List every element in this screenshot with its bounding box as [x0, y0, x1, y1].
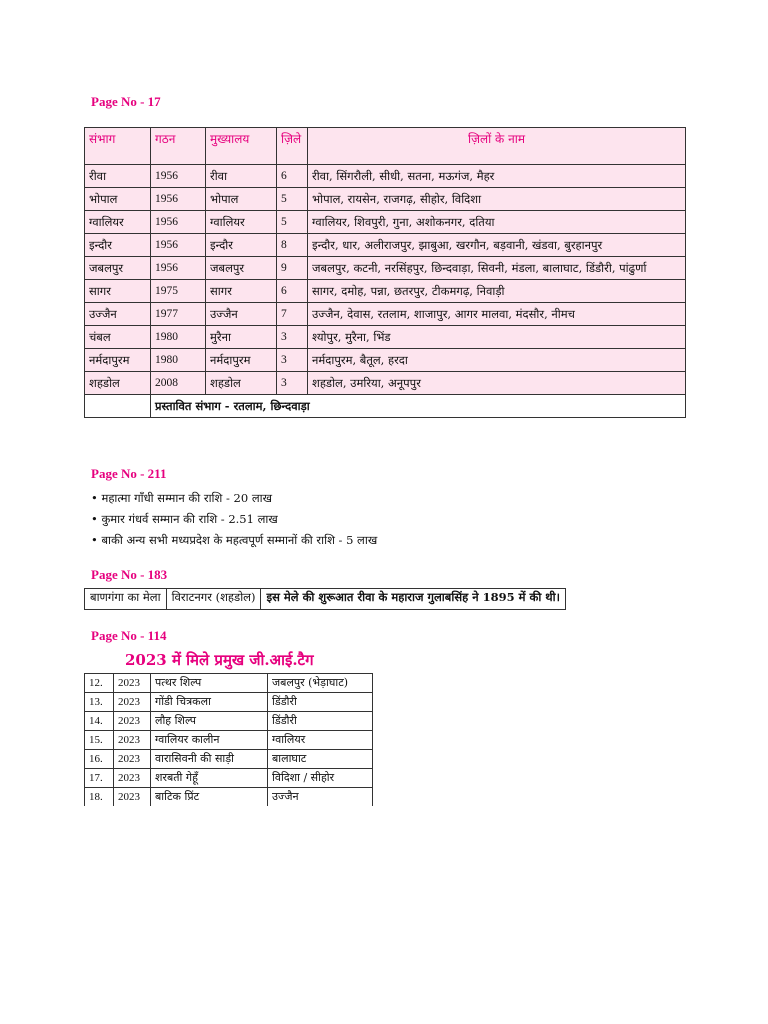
- division-name: उज्जैन: [85, 303, 151, 326]
- year: 2023: [114, 769, 151, 788]
- formation-year: 1977: [151, 303, 206, 326]
- division-name: ग्वालियर: [85, 211, 151, 234]
- district-count: 7: [277, 303, 308, 326]
- gi-place: ग्वालियर: [268, 731, 373, 750]
- district-count: 3: [277, 349, 308, 372]
- gi-place: उज्जैन: [268, 788, 373, 807]
- empty-cell: [85, 395, 151, 418]
- bullet-item: • महात्मा गाँधी सम्मान की राशि - 20 लाख: [91, 491, 273, 505]
- table-row: [85, 165, 686, 188]
- table-header-row: [85, 128, 686, 165]
- formation-year: 1980: [151, 326, 206, 349]
- table-row: [85, 280, 686, 303]
- district-names: शहडोल, उमरिया, अनूपपुर: [308, 372, 686, 395]
- district-count: 3: [277, 372, 308, 395]
- district-count: 9: [277, 257, 308, 280]
- formation-year: 2008: [151, 372, 206, 395]
- gi-item: गोंडी चित्रकला: [151, 693, 268, 712]
- page-label-17: Page No - 17: [91, 94, 161, 109]
- district-names: सागर, दमोह, पन्ना, छतरपुर, टीकमगढ़, निवाड़ी: [308, 280, 686, 303]
- page-label-183: Page No - 183: [91, 567, 168, 582]
- table-row: [85, 372, 686, 395]
- serial-number: 14.: [85, 712, 114, 731]
- table-row: [85, 750, 373, 769]
- serial-number: 13.: [85, 693, 114, 712]
- headquarters: ग्वालियर: [206, 211, 277, 234]
- district-count: 6: [277, 280, 308, 303]
- year: 2023: [114, 693, 151, 712]
- headquarters: जबलपुर: [206, 257, 277, 280]
- fair-table: [84, 588, 566, 610]
- district-names: जबलपुर, कटनी, नरसिंहपुर, छिन्दवाड़ा, सिवनी, मंडला, बालाघाट, डिंडौरी, पांढुर्णा: [308, 257, 686, 280]
- district-names: इन्दौर, धार, अलीराजपुर, झाबुआ, खरगौन, बड़वानी, खंडवा, बुरहानपुर: [308, 234, 686, 257]
- award-bullet-list: [91, 488, 377, 551]
- fair-place: विराटनगर (शहडोल): [166, 589, 261, 610]
- bullet-item: • बाकी अन्य सभी मध्यप्रदेश के महत्वपूर्ण सम्मानों की राशि - 5 लाख: [91, 533, 378, 547]
- year: 2023: [114, 731, 151, 750]
- gi-place: विदिशा / सीहोर: [268, 769, 373, 788]
- header-district-count: ज़िले: [277, 128, 308, 165]
- district-count: 8: [277, 234, 308, 257]
- formation-year: 1975: [151, 280, 206, 303]
- district-names: रीवा, सिंगरौली, सीधी, सतना, मऊगंज, मैहर: [308, 165, 686, 188]
- header-headquarters: मुख्यालय: [206, 128, 277, 165]
- district-names: उज्जैन, देवास, रतलाम, शाजापुर, आगर मालवा, मंदसौर, नीमच: [308, 303, 686, 326]
- district-names: भोपाल, रायसेन, राजगढ़, सीहोर, विदिशा: [308, 188, 686, 211]
- table-row: [85, 349, 686, 372]
- headquarters: भोपाल: [206, 188, 277, 211]
- division-name: रीवा: [85, 165, 151, 188]
- table-row: [85, 674, 373, 693]
- page-label-114: Page No - 114: [91, 628, 167, 643]
- table-row: [85, 326, 686, 349]
- formation-year: 1956: [151, 165, 206, 188]
- table-row: [85, 395, 686, 418]
- headquarters: इन्दौर: [206, 234, 277, 257]
- serial-number: 16.: [85, 750, 114, 769]
- proposed-divisions: प्रस्तावित संभाग - रतलाम, छिन्दवाड़ा: [151, 395, 686, 418]
- year: 2023: [114, 674, 151, 693]
- formation-year: 1956: [151, 257, 206, 280]
- table-row: [85, 693, 373, 712]
- gi-item: वारासिवनी की साड़ी: [151, 750, 268, 769]
- year: 2023: [114, 788, 151, 807]
- district-count: 6: [277, 165, 308, 188]
- header-formation: गठन: [151, 128, 206, 165]
- district-count: 5: [277, 188, 308, 211]
- headquarters: नर्मदापुरम: [206, 349, 277, 372]
- division-name: नर्मदापुरम: [85, 349, 151, 372]
- table-row: [85, 712, 373, 731]
- formation-year: 1956: [151, 211, 206, 234]
- district-names: श्योपुर, मुरैना, भिंड: [308, 326, 686, 349]
- serial-number: 17.: [85, 769, 114, 788]
- table-row: [85, 234, 686, 257]
- table-row: [85, 188, 686, 211]
- district-count: 3: [277, 326, 308, 349]
- division-name: शहडोल: [85, 372, 151, 395]
- district-count: 5: [277, 211, 308, 234]
- division-name: चंबल: [85, 326, 151, 349]
- district-names: नर्मदापुरम, बैतूल, हरदा: [308, 349, 686, 372]
- gi-place: जबलपुर (भेड़ाघाट): [268, 674, 373, 693]
- gi-item: शरबती गेहूँ: [151, 769, 268, 788]
- page-label-211: Page No - 211: [91, 466, 167, 481]
- serial-number: 12.: [85, 674, 114, 693]
- division-name: भोपाल: [85, 188, 151, 211]
- gi-item: ग्वालियर कालीन: [151, 731, 268, 750]
- division-name: जबलपुर: [85, 257, 151, 280]
- formation-year: 1956: [151, 188, 206, 211]
- year: 2023: [114, 712, 151, 731]
- year: 2023: [114, 750, 151, 769]
- bullet-item: • कुमार गंधर्व सम्मान की राशि - 2.51 लाख: [91, 512, 278, 526]
- division-name: सागर: [85, 280, 151, 303]
- divisions-table: [84, 127, 686, 418]
- fair-description: इस मेले की शुरूआत रीवा के महाराज गुलाबसिंह ने 1895 में की थी।: [261, 589, 566, 610]
- headquarters: शहडोल: [206, 372, 277, 395]
- gi-place: डिंडौरी: [268, 712, 373, 731]
- gi-tag-title: 2023 में मिले प्रमुख जी.आई.टैग: [125, 651, 314, 669]
- table-row: [85, 211, 686, 234]
- gi-item: बाटिक प्रिंट: [151, 788, 268, 807]
- formation-year: 1980: [151, 349, 206, 372]
- headquarters: रीवा: [206, 165, 277, 188]
- table-row: [85, 731, 373, 750]
- district-names: ग्वालियर, शिवपुरी, गुना, अशोकनगर, दतिया: [308, 211, 686, 234]
- table-row: [85, 257, 686, 280]
- table-row: [85, 788, 373, 807]
- formation-year: 1956: [151, 234, 206, 257]
- header-division: संभाग: [85, 128, 151, 165]
- serial-number: 18.: [85, 788, 114, 807]
- headquarters: सागर: [206, 280, 277, 303]
- gi-item: पत्थर शिल्प: [151, 674, 268, 693]
- division-name: इन्दौर: [85, 234, 151, 257]
- header-district-names: ज़िलों के नाम: [308, 128, 686, 165]
- serial-number: 15.: [85, 731, 114, 750]
- headquarters: उज्जैन: [206, 303, 277, 326]
- gi-place: डिंडौरी: [268, 693, 373, 712]
- table-row: [85, 589, 566, 610]
- table-row: [85, 769, 373, 788]
- gi-tag-table: [84, 673, 373, 806]
- headquarters: मुरैना: [206, 326, 277, 349]
- table-row: [85, 303, 686, 326]
- gi-item: लौह शिल्प: [151, 712, 268, 731]
- fair-name: बाणगंगा का मेला: [85, 589, 167, 610]
- gi-place: बालाघाट: [268, 750, 373, 769]
